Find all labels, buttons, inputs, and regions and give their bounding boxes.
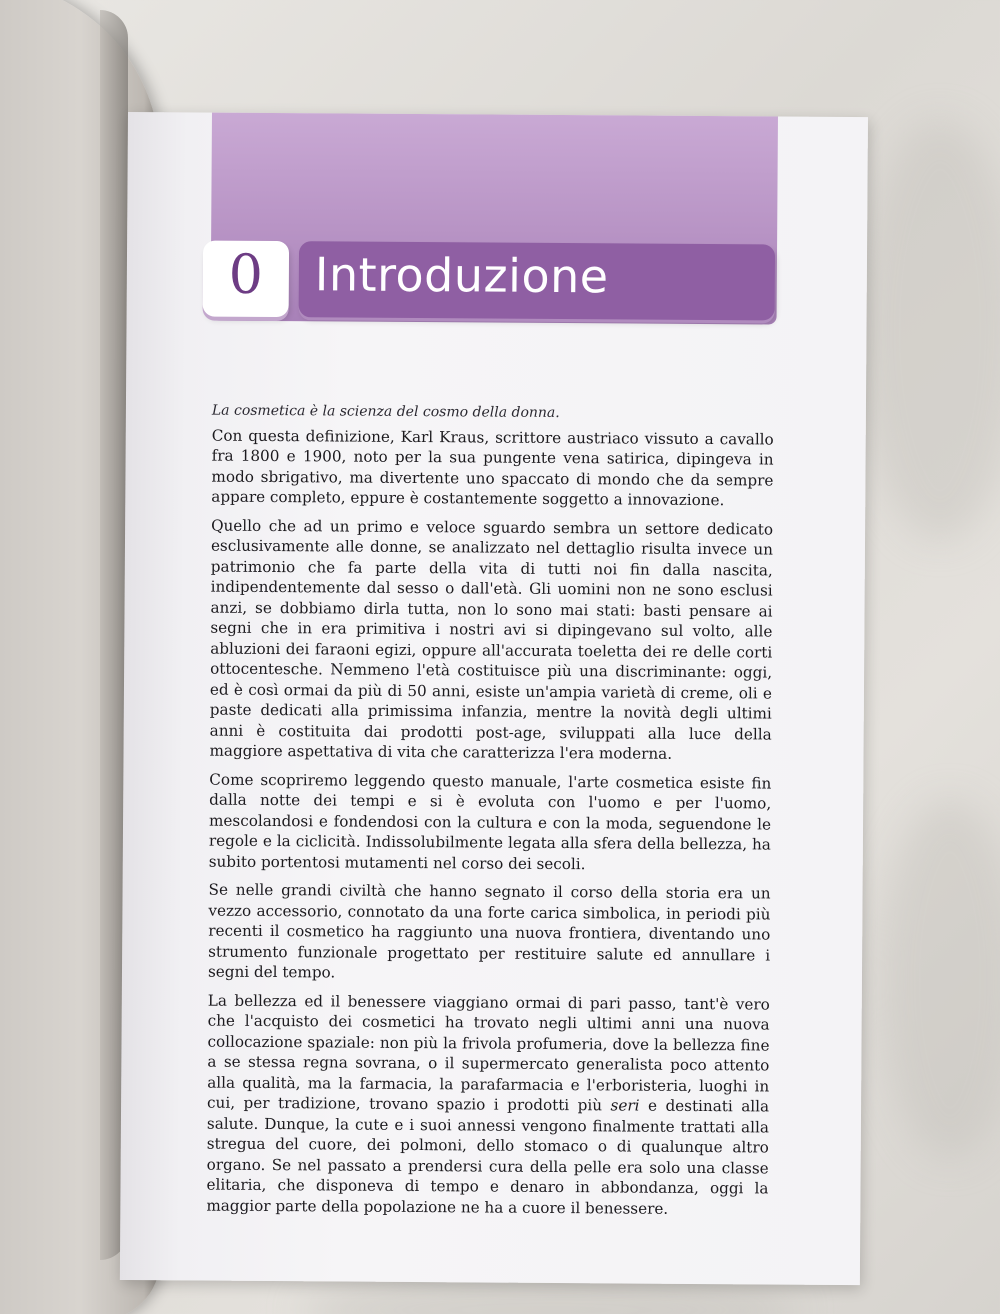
chapter-number-box [203, 241, 290, 318]
paragraph: Come scopriremo leggendo questo manuale, l'arte cosmetica esiste fin dalla notte dei tempi e si è evoluta con l'uomo e per l'uomo, mescolandosi e fondendosi con la cultura e con la moda, seguendone le regole e la ciclicità. Indissolubilmente legata alla sfera della bellezza, ha subito portentosi mutamenti nel corso dei secoli. [208, 770, 772, 873]
paragraph [206, 990, 770, 1219]
cloth-fold [880, 800, 1000, 1160]
paragraph-text: e destinati alla salute. Dunque, la cute e i suoi annessi vengono finalmente trattati alla stregua del cuore, dei polmoni, dello stomaco o di qualunque altro organo. Se nel passato a prendersi cura della pelle era solo una classe elitaria, che disponeva di tempo e denaro in abbondanza, oggi la maggior parte della popolazione ne ha a cuore il benessere. [206, 1096, 770, 1218]
paragraph: Quello che ad un primo e veloce sguardo sembra un settore dedicato esclusivamente alle donne, se analizzato nel dettaglio risulta invece un patrimonio che fa parte della vita di tutti noi fin dalla nascita, indipendentemente dal sesso o dall'età. Gli uomini non ne sono esclusi anzi, se dobbiamo dirla tutta, non lo sono mai stati: basti pensare ai segni che in era primitiva i nostri avi si dipingevano sul volto, alle abluzioni dei faraoni egizi, oppure all'accurata toeletta dei re delle corti ottocentesche. Nemmeno l'età costituisce più una discriminante: oggi, ed è così ormai da più di 50 anni, esiste un'ampia varietà di creme, oli e paste dedicati alla primissima infanzia, mentre la novità degli ultimi anni è costituita dai prodotti post-age, sviluppati alla luce della maggiore aspettativa di vita che caratterizza l'era moderna. [209, 516, 774, 763]
paragraph: Se nelle grandi civiltà che hanno segnato il corso della storia era un vezzo accessorio, connotato da una forte carica simbolica, in periodi più recenti il cosmetico ha raggiunto una nuova frontiera, diventando uno strumento funzionale progettato per restituire salute ed annullare i segni del tempo. [207, 880, 771, 982]
chapter-body [206, 401, 774, 1228]
cloth-fold [860, 120, 1000, 540]
chapter-title: Introduzione [314, 247, 609, 304]
paragraph-text: La bellezza ed il benessere viaggiano ormai di pari passo, tant'è vero che l'acquisto dei cosmetici ha trovato negli ultimi anni una nuova collocazione spaziale: non più la frivola profumeria, dove la bellezza fine a se stessa regna sovrana, o il supermercato generalista poco attento alla qualità, ma la farmacia, la parafarmacia e l'erboristeria, luoghi in cui, per tradizione, trovano spazio i prodotti più [207, 991, 770, 1115]
emphasized-word: seri [610, 1096, 640, 1115]
chapter-number: 0 [228, 242, 264, 306]
chapter-title-bar [299, 241, 776, 320]
epigraph: La cosmetica è la scienza del cosmo della donna. [211, 402, 560, 422]
paragraph: Con questa definizione, Karl Kraus, scrittore austriaco vissuto a cavallo fra 1800 e 1900, noto per la sua pungente vena satirica, dipingeva in modo sbrigativo, ma divertente uno spaccato di mondo che da sempre appare completo, eppure è costantemente soggetto a innovazione. [211, 426, 774, 510]
book-page [120, 112, 868, 1285]
